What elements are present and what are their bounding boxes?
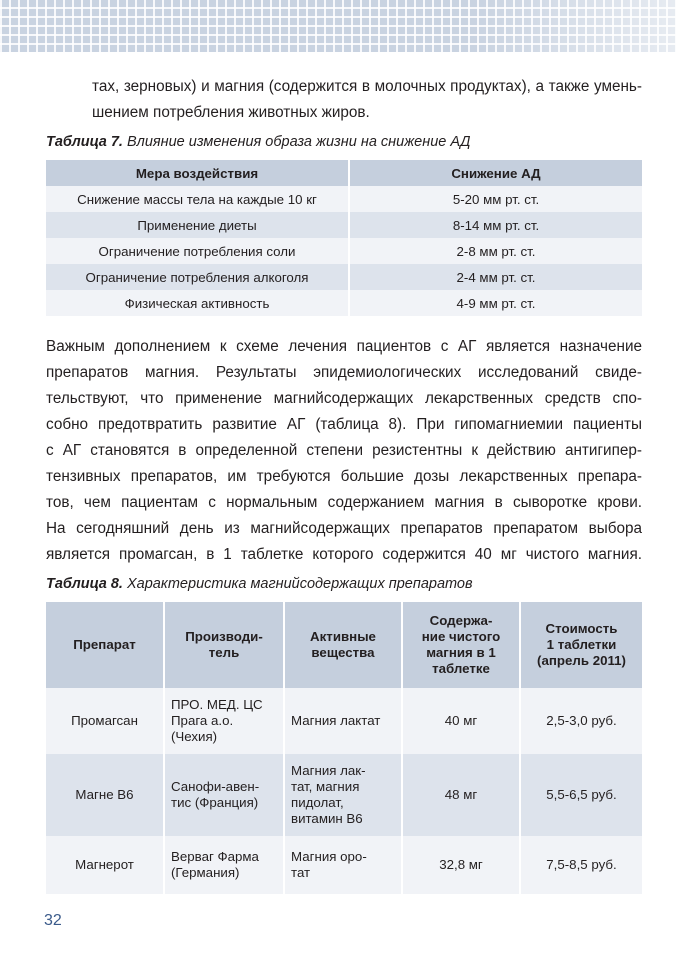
table-row — [46, 238, 642, 264]
text-line: препаратов магния. Результаты эпидемиологических исследований свиде- — [46, 364, 642, 381]
page-content — [46, 74, 642, 894]
table-cell: 2-4 мм рт. ст. — [349, 264, 642, 290]
table8-caption-text: Характеристика магнийсодержащих препаратов — [126, 576, 473, 592]
table-cell — [46, 836, 164, 894]
table-cell — [284, 836, 402, 894]
cell-text: 7,5-8,5 руб. — [546, 857, 617, 872]
table-cell: 2-8 мм рт. ст. — [349, 238, 642, 264]
table-cell: 5-20 мм рт. ст. — [349, 186, 642, 212]
table-header-row — [46, 602, 642, 688]
table-cell — [164, 754, 284, 836]
header-text: Стоимость 1 таблетки (апрель 2011) — [537, 621, 626, 668]
intro-paragraph — [46, 74, 642, 126]
cell-text: Магния оро- тат — [291, 849, 367, 880]
table-header-cell — [164, 602, 284, 688]
text-line: шением потребления животных жиров. — [92, 104, 370, 121]
text-line: тах, зерновых) и магния (содержится в молочных продуктах), а также умень- — [92, 78, 642, 95]
table-header-cell — [46, 602, 164, 688]
cell-text: 32,8 мг — [439, 857, 483, 872]
cell-text: ПРО. МЕД. ЦС Прага а.о. (Чехия) — [171, 697, 263, 744]
table-row — [46, 290, 642, 316]
table-header-cell — [402, 602, 520, 688]
header-text: Содержа- ние чистого магния в 1 таблетке — [421, 613, 501, 676]
table-cell: 8-14 мм рт. ст. — [349, 212, 642, 238]
cell-text: Верваг Фарма (Германия) — [171, 849, 259, 880]
table-cell — [520, 754, 642, 836]
table-row — [46, 186, 642, 212]
table-cell — [402, 836, 520, 894]
table-header-cell: Мера воздействия — [46, 160, 349, 186]
text-line: Важным дополнением к схеме лечения пациентов с АГ является назначение — [46, 338, 642, 355]
table8 — [46, 602, 642, 894]
header-text: Активные вещества — [310, 629, 376, 660]
table-row — [46, 212, 642, 238]
table-cell — [46, 688, 164, 754]
table-header-row — [46, 160, 642, 186]
table-cell: Ограничение потребления алкоголя — [46, 264, 349, 290]
table-row — [46, 264, 642, 290]
table-row — [46, 688, 642, 754]
text-line: собно предотвратить развитие АГ (таблица 8). При гипомагниемии пациенты — [46, 416, 642, 433]
table-cell — [164, 688, 284, 754]
text-line: с АГ становятся в определенной степени резистентны к действию антигипер- — [46, 442, 642, 459]
header-text: Производи- тель — [185, 629, 263, 660]
table8-caption-prefix: Таблица 8. — [46, 576, 123, 592]
table-cell: 4-9 мм рт. ст. — [349, 290, 642, 316]
cell-text: 40 мг — [444, 713, 478, 728]
table-cell — [284, 688, 402, 754]
body-paragraph — [46, 334, 642, 568]
cell-text: 5,5-6,5 руб. — [546, 787, 617, 802]
cell-text: Санофи-авен- тис (Франция) — [171, 779, 260, 810]
text-line: является промагсан, в 1 таблетке которого содержится 40 мг чистого магния. — [46, 546, 642, 563]
table-cell — [402, 688, 520, 754]
table7 — [46, 160, 642, 316]
cell-text: Магния лак- тат, магния пидолат, витамин В6 — [291, 763, 366, 826]
table-cell: Физическая активность — [46, 290, 349, 316]
table-cell — [164, 836, 284, 894]
table-row — [46, 754, 642, 836]
table-cell — [46, 754, 164, 836]
cell-text: Промагсан — [71, 713, 138, 728]
table-cell — [402, 754, 520, 836]
cell-text: 2,5-3,0 руб. — [546, 713, 617, 728]
table7-caption — [46, 134, 642, 150]
table-cell — [520, 688, 642, 754]
header-text: Препарат — [73, 637, 136, 652]
decorative-header-band — [0, 0, 676, 52]
page-number: 32 — [44, 912, 62, 929]
cell-text: Магния лактат — [291, 713, 381, 728]
text-line: тельствуют, что применение магнийсодержащих лекарственных средств спо- — [46, 390, 642, 407]
table-cell — [520, 836, 642, 894]
table8-caption — [46, 576, 642, 592]
table7-caption-prefix: Таблица 7. — [46, 134, 123, 150]
text-line: На сегодняшний день из магнийсодержащих препаратов препаратом выбора — [46, 520, 642, 537]
table-header-cell — [284, 602, 402, 688]
table-header-cell: Снижение АД — [349, 160, 642, 186]
table-cell: Применение диеты — [46, 212, 349, 238]
table7-caption-text: Влияние изменения образа жизни на снижение АД — [126, 134, 471, 150]
table-cell: Ограничение потребления соли — [46, 238, 349, 264]
table-cell — [284, 754, 402, 836]
text-line: тов, чем пациентам с нормальным содержанием магния в сыворотке крови. — [46, 494, 642, 511]
table-row — [46, 836, 642, 894]
cell-text: 48 мг — [444, 787, 478, 802]
table-cell: Снижение массы тела на каждые 10 кг — [46, 186, 349, 212]
table-header-cell — [520, 602, 642, 688]
cell-text: Магне В6 — [75, 787, 134, 802]
cell-text: Магнерот — [75, 857, 134, 872]
text-line: тензивных препаратов, им требуются большие дозы лекарственных препара- — [46, 468, 642, 485]
